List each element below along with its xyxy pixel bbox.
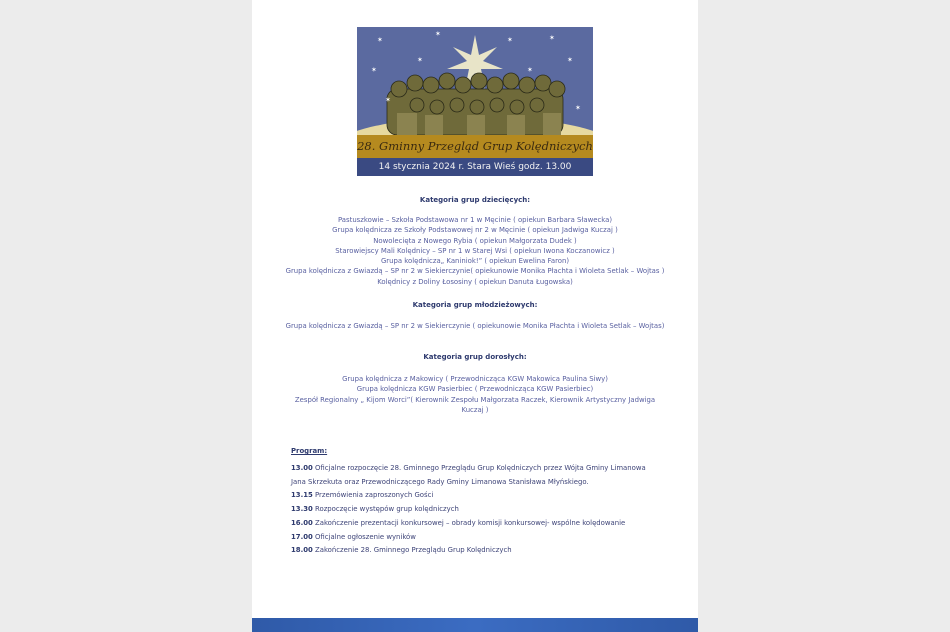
program-title: Program: (291, 447, 328, 455)
star-icon: ✶ (435, 30, 441, 38)
poster-title: 28. Gminny Przegląd Grup Kolędniczych (357, 135, 593, 158)
program-text: Oficjalne rozpoczęcie 28. Gminnego Przeglądu Grup Kolędniczych przez Wójta Gminy Limanowa (315, 464, 646, 472)
list-item: Starowiejscy Mali Kolędnicy – SP nr 1 w Starej Wsi ( opiekun Iwona Koczanowicz ) (335, 246, 615, 255)
program-item (291, 517, 681, 531)
program-item (291, 531, 681, 545)
program-item (291, 489, 681, 503)
category-heading: Kategoria grup dziecięcych: (419, 196, 531, 204)
category-heading: Kategoria grup dorosłych: (423, 353, 527, 361)
program-item (291, 476, 681, 490)
program-text: Oficjalne ogłoszenie wyników (315, 532, 416, 541)
star-icon: ✶ (527, 66, 533, 74)
list-item: Grupa kolędnicza z Gwiazdą – SP nr 2 w Siekierczynie( opiekunowie Monika Płachta i Wioleta Setlak – Wojtas ) (285, 267, 665, 276)
program-item (291, 462, 681, 476)
program-item (291, 544, 681, 558)
star-icon: ✶ (567, 56, 573, 64)
footer-bar (252, 618, 698, 632)
list-item: Grupa kolędnicza z Gwiazdą – SP nr 2 w Siekierczynie ( opiekunowie Monika Płachta i Wioleta Setlak – Wojtas) (285, 322, 665, 330)
list-item: Nowolecięta z Nowego Rybia ( opiekun Małgorzata Dudek ) (373, 236, 577, 245)
program-time: 18.00 (291, 546, 313, 555)
category-list (252, 374, 698, 415)
program-item (291, 503, 681, 517)
program-time: 16.00 (291, 518, 313, 527)
event-poster (357, 27, 593, 176)
nativity-illustration (357, 27, 593, 135)
poster-date: 14 stycznia 2024 r. Stara Wieś godz. 13.00 (357, 158, 593, 176)
star-icon: ✶ (549, 34, 555, 42)
program-text: Zakończenie prezentacji konkursowej – obrady komisji konkursowej- wspólne kolędowanie (315, 518, 626, 527)
program-text: Rozpoczęcie występów grup kolędniczych (315, 505, 459, 514)
star-icon: ✶ (575, 104, 581, 112)
star-icon: ✶ (385, 96, 391, 104)
program-time: 13.00 (291, 464, 313, 472)
program-text: Przemówienia zaproszonych Gości (315, 491, 434, 500)
program-time: 17.00 (291, 532, 313, 541)
category-list (252, 215, 698, 287)
list-item: Pastuszkowie – Szkoła Podstawowa nr 1 w Męcinie ( opiekun Barbara Sławecka) (337, 216, 613, 224)
list-item: Grupa kolędnicza z Makowicy ( Przewodnicząca KGW Makowica Paulina Siwy) (342, 375, 608, 383)
program-section (291, 447, 681, 558)
program-text: Zakończenie 28. Gminnego Przeglądu Grup Kolędniczych (315, 546, 512, 555)
list-item: Kuczaj ) (461, 405, 489, 414)
category-heading: Kategoria grup młodzieżowych: (412, 301, 538, 309)
star-icon: ✶ (371, 66, 377, 74)
list-item: Kolędnicy z Doliny Łososiny ( opiekun Danuta Ługowska) (377, 277, 573, 286)
program-text: Jana Skrzekuta oraz Przewodniczącego Rady Gminy Limanowa Stanisława Młyńskiego. (291, 477, 589, 486)
document-page (252, 0, 698, 632)
category-list (252, 321, 698, 331)
list-item: Grupa kolędnicza ze Szkoły Podstawowej nr 2 w Męcinie ( opiekun Jadwiga Kuczaj ) (332, 226, 618, 235)
star-icon: ✶ (377, 36, 383, 44)
star-icon: ✶ (417, 56, 423, 64)
list-item: Zespół Regionalny „ Kijom Worci”( Kierownik Zespołu Małgorzata Raczek, Kierownik Artystyczny Jadwiga (294, 395, 656, 404)
list-item: Grupa kolędnicza KGW Pasierbiec ( Przewodnicząca KGW Pasierbiec) (356, 385, 594, 394)
star-icon: ✶ (507, 36, 513, 44)
program-time: 13.15 (291, 491, 313, 500)
program-time: 13.30 (291, 505, 313, 514)
list-item: Grupa kolędnicza„ Kaniniok!” ( opiekun Ewelina Faron) (380, 257, 570, 266)
